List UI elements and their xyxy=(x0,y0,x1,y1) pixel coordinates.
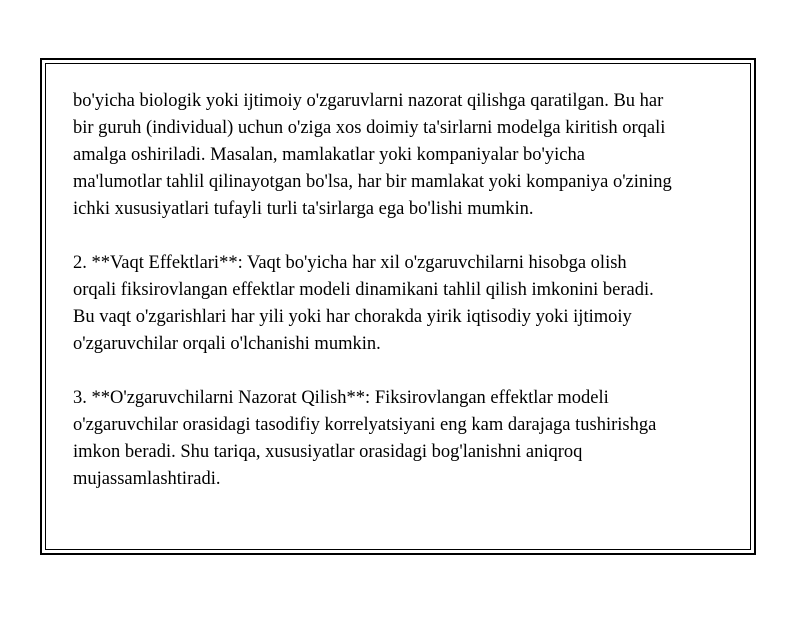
text-line: bir guruh (individual) uchun o'ziga xos doimiy ta'sirlarni modelga kiritish orqali xyxy=(73,118,666,138)
paragraph-time-effects xyxy=(73,250,733,358)
text-line: amalga oshiriladi. Masalan, mamlakatlar yoki kompaniyalar bo'yicha xyxy=(73,145,585,165)
text-line: o'zgaruvchilar orqali o'lchanishi mumkin. xyxy=(73,334,381,354)
text-line: 3. **O'zgaruvchilarni Nazorat Qilish**: Fiksirovlangan effektlar modeli xyxy=(73,388,609,408)
document-body xyxy=(73,88,733,520)
text-line: o'zgaruvchilar orasidagi tasodifiy korrelyatsiyani eng kam darajaga tushirishga xyxy=(73,415,657,435)
text-line: ma'lumotlar tahlil qilinayotgan bo'lsa, har bir mamlakat yoki kompaniya o'zining xyxy=(73,172,672,192)
text-line: Bu vaqt o'zgarishlari har yili yoki har chorakda yirik iqtisodiy yoki ijtimoiy xyxy=(73,307,632,327)
text-line: ichki xususiyatlari tufayli turli ta'sirlarga ega bo'lishi mumkin. xyxy=(73,199,534,219)
text-line: orqali fiksirovlangan effektlar modeli dinamikani tahlil qilish imkonini beradi. xyxy=(73,280,654,300)
text-line: imkon beradi. Shu tariqa, xususiyatlar orasidagi bog'lanishni aniqroq xyxy=(73,442,583,462)
text-line: bo'yicha biologik yoki ijtimoiy o'zgaruvlarni nazorat qilishga qaratilgan. Bu har xyxy=(73,91,664,111)
paragraph-variable-control xyxy=(73,385,733,493)
text-line: mujassamlashtiradi. xyxy=(73,469,221,489)
paragraph-fixed-effects-intro xyxy=(73,88,733,223)
text-line: 2. **Vaqt Effektlari**: Vaqt bo'yicha har xil o'zgaruvchilarni hisobga olish xyxy=(73,253,627,273)
